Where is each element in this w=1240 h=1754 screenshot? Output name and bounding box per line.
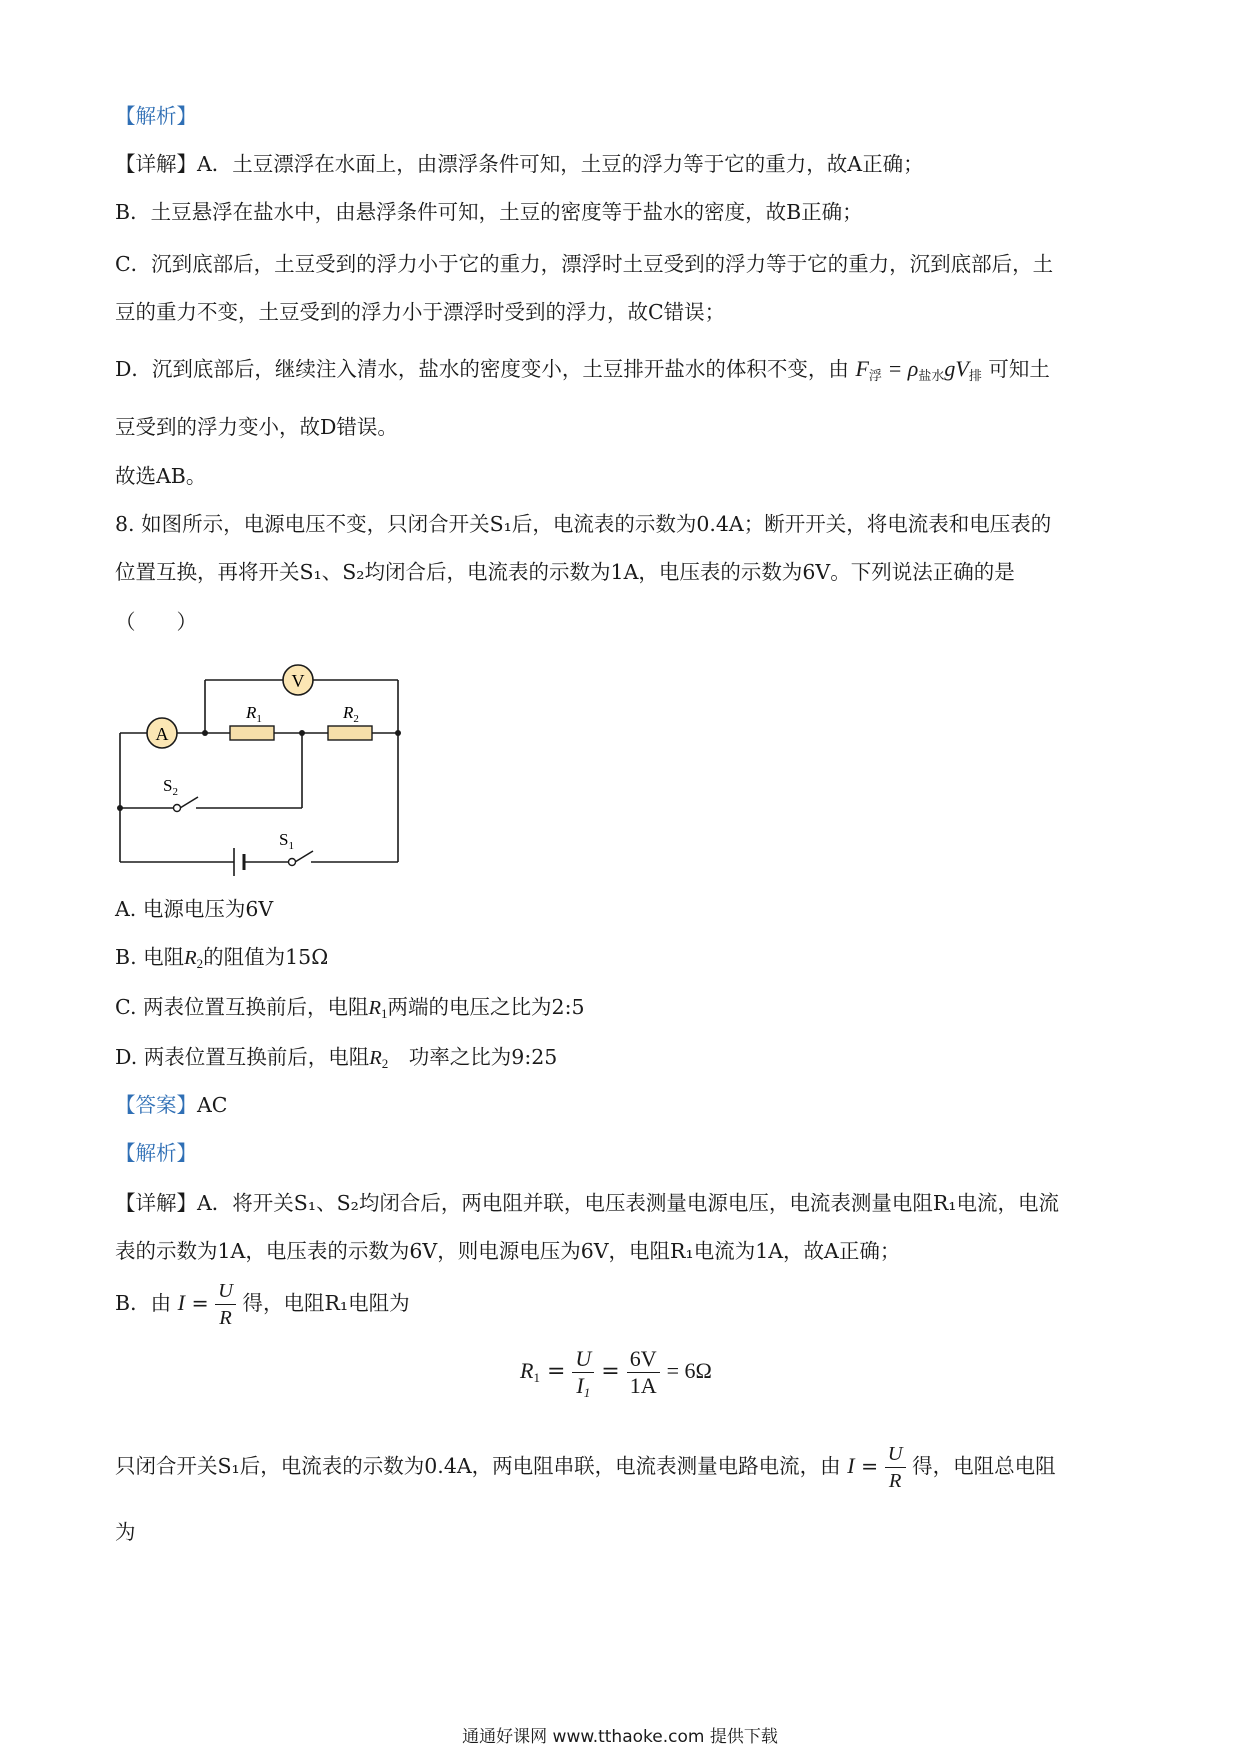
r1-sub: 1 xyxy=(256,713,262,725)
answer-line xyxy=(115,1091,228,1119)
detail-line: 只闭合开关S₁后，电流表的示数为0.4A，两电阻串联，电流表测量电路电流，由 I = $\frac{U}{R}$ 得，电阻总电阻 xyxy=(115,1443,1056,1492)
r2-sub: 2 xyxy=(353,713,359,725)
detail-line: B．由 I = $\frac{U}{R}$ 得，电阻R₁电阻为 xyxy=(115,1280,410,1329)
option-a: A. 电源电压为6V xyxy=(115,897,274,921)
detail-line: 豆的重力不变，土豆受到的浮力小于漂浮时受到的浮力，故C错误； xyxy=(115,300,726,324)
answer-paren: （ ） xyxy=(115,610,197,634)
ammeter-label: A xyxy=(155,724,169,744)
analysis-label: 【解析】 xyxy=(115,104,197,128)
buoyancy-formula: $F_浮 = \rho_{盐水}gV_排$ xyxy=(855,356,982,383)
circuit-diagram xyxy=(0,640,1240,880)
analysis-label: 【解析】 xyxy=(115,1141,197,1165)
s1-contact xyxy=(289,859,296,866)
option-d: D. 两表位置互换前后，电阻$R_2$ 功率之比为9:25 xyxy=(115,1045,558,1071)
detail-line: 【详解】A．将开关S₁、S₂均闭合后，两电阻并联，电压表测量电源电压，电流表测量电阻R₁电流，电流 xyxy=(115,1191,1059,1215)
option-b: B. 电阻$R_2$的阻值为15Ω xyxy=(115,945,329,971)
r2-label: R xyxy=(343,703,354,722)
r1-label: R xyxy=(246,703,257,722)
s2-label: S xyxy=(163,776,173,795)
detail-line: C．沉到底部后，土豆受到的浮力小于它的重力，漂浮时土豆受到的浮力等于它的重力，沉到底部后，土 xyxy=(115,252,1054,276)
voltmeter-label: V xyxy=(291,671,305,691)
s2-contact xyxy=(174,805,181,812)
detail-line: D．沉到底部后，继续注入清水，盐水的密度变小，土豆排开盐水的体积不变，由 $F_浮 = \rho_{盐水}gV_排$ 可知土 xyxy=(115,356,1050,383)
question-stem: 位置互换，再将开关S₁、S₂均闭合后，电流表的示数为1A，电压表的示数为6V。下列说法正确的是 xyxy=(115,560,1015,584)
svg-text:R2 xyxy=(342,703,359,725)
svg-text:S2 xyxy=(163,776,178,798)
detail-line: 为 xyxy=(115,1520,136,1544)
answer-label: 【答案】 xyxy=(115,1093,197,1117)
detail-label: 【详解】 xyxy=(115,152,197,176)
r1-equation: $R_1$ = $\frac{U}{I_1}$ = $\frac{6V}{1A}$ = 6Ω xyxy=(520,1345,712,1400)
question-stem: 8. 如图所示，电源电压不变，只闭合开关S₁后，电流表的示数为0.4A；断开开关，将电流表和电压表的 xyxy=(115,512,1052,536)
detail-line: 豆受到的浮力变小，故D错误。 xyxy=(115,415,398,439)
resistor-r1 xyxy=(230,726,274,740)
svg-text:S1 xyxy=(279,830,294,852)
detail-label: 【详解】 xyxy=(115,1191,197,1215)
resistor-r2 xyxy=(328,726,372,740)
detail-line: B．土豆悬浮在盐水中，由悬浮条件可知，土豆的密度等于盐水的密度，故B正确； xyxy=(115,200,863,224)
detail-line: 【详解】A．土豆漂浮在水面上，由漂浮条件可知，土豆的浮力等于它的重力，故A正确； xyxy=(115,152,924,176)
detail-line: 表的示数为1A，电压表的示数为6V，则电源电压为6V，电阻R₁电流为1A，故A正确； xyxy=(115,1239,901,1263)
conclusion: 故选AB。 xyxy=(115,464,207,488)
ohm-fraction: $\frac{U}{R}$ xyxy=(215,1278,236,1331)
answer-value: AC xyxy=(197,1093,228,1117)
option-c: C. 两表位置互换前后，电阻$R_1$两端的电压之比为2:5 xyxy=(115,995,585,1021)
s1-sub: 1 xyxy=(288,840,294,852)
s2-sub: 2 xyxy=(172,786,178,798)
svg-text:R1 xyxy=(245,703,262,725)
page-footer: 通通好课网 www.tthaoke.com 提供下载 xyxy=(462,1727,778,1747)
s1-label: S xyxy=(279,830,289,849)
